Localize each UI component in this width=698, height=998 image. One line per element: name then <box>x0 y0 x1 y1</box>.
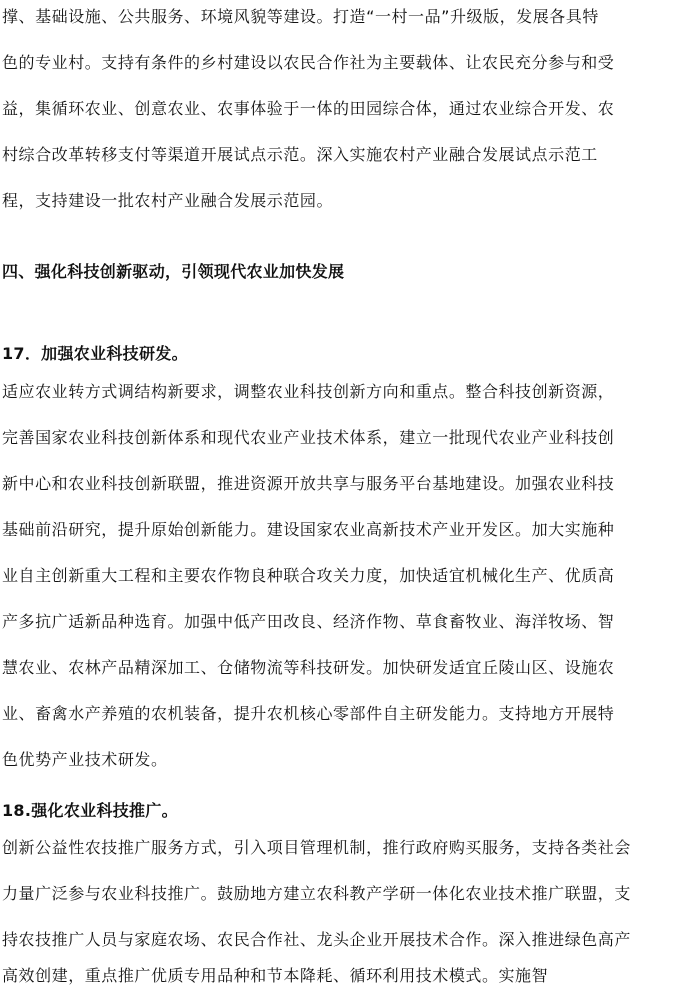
intro-line: 撑、基础设施、公共服务、环境风貌等建设。打造“一村一品”升级版，发展各具特 <box>2 7 599 26</box>
item-17-line: 业自主创新重大工程和主要农作物良种联合攻关力度，加快适宜机械化生产、优质高 <box>2 566 615 585</box>
intro-line: 益，集循环农业、创意农业、农事体验于一体的田园综合体，通过农业综合开发、农 <box>2 99 615 118</box>
item-18-line: 高效创建，重点推广优质专用品种和节本降耗、循环利用技术模式。实施智 <box>2 966 549 985</box>
item-17-line: 适应农业转方式调结构新要求，调整农业科技创新方向和重点。整合科技创新资源， <box>2 382 615 401</box>
intro-line: 色的专业村。支持有条件的乡村建设以农民合作社为主要载体、让农民充分参与和受 <box>2 53 615 72</box>
intro-line: 村综合改革转移支付等渠道开展试点示范。深入实施农村产业融合发展试点示范工 <box>2 145 598 164</box>
item-17-line: 新中心和农业科技创新联盟，推进资源开放共享与服务平台基地建设。加强农业科技 <box>2 474 615 493</box>
item-17-heading: 17．加强农业科技研发。 <box>2 344 188 363</box>
item-17-line: 慧农业、农林产品精深加工、仓储物流等科技研发。加快研发适宜丘陵山区、设施农 <box>2 658 615 677</box>
section-heading: 四、强化科技创新驱动，引领现代农业加快发展 <box>2 262 345 281</box>
intro-line: 程，支持建设一批农村产业融合发展示范园。 <box>2 191 334 210</box>
item-17-line: 业、畜禽水产养殖的农机装备，提升农机核心零部件自主研发能力。支持地方开展特 <box>2 704 615 723</box>
item-18-line: 持农技推广人员与家庭农场、农民合作社、龙头企业开展技术合作。深入推进绿色高产 <box>2 930 631 949</box>
item-18-heading: 18.强化农业科技推广。 <box>2 801 178 820</box>
item-17-line: 产多抗广适新品种选育。加强中低产田改良、经济作物、草食畜牧业、海洋牧场、智 <box>2 612 615 631</box>
item-17-line: 完善国家农业科技创新体系和现代农业产业技术体系，建立一批现代农业产业科技创 <box>2 428 615 447</box>
item-18-line: 创新公益性农技推广服务方式，引入项目管理机制，推行政府购买服务，支持各类社会 <box>2 838 631 857</box>
item-17-line: 基础前沿研究，提升原始创新能力。建设国家农业高新技术产业开发区。加大实施种 <box>2 520 615 539</box>
item-17-line: 色优势产业技术研发。 <box>2 750 168 769</box>
item-18-line: 力量广泛参与农业科技推广。鼓励地方建立农科教产学研一体化农业技术推广联盟，支 <box>2 884 631 903</box>
